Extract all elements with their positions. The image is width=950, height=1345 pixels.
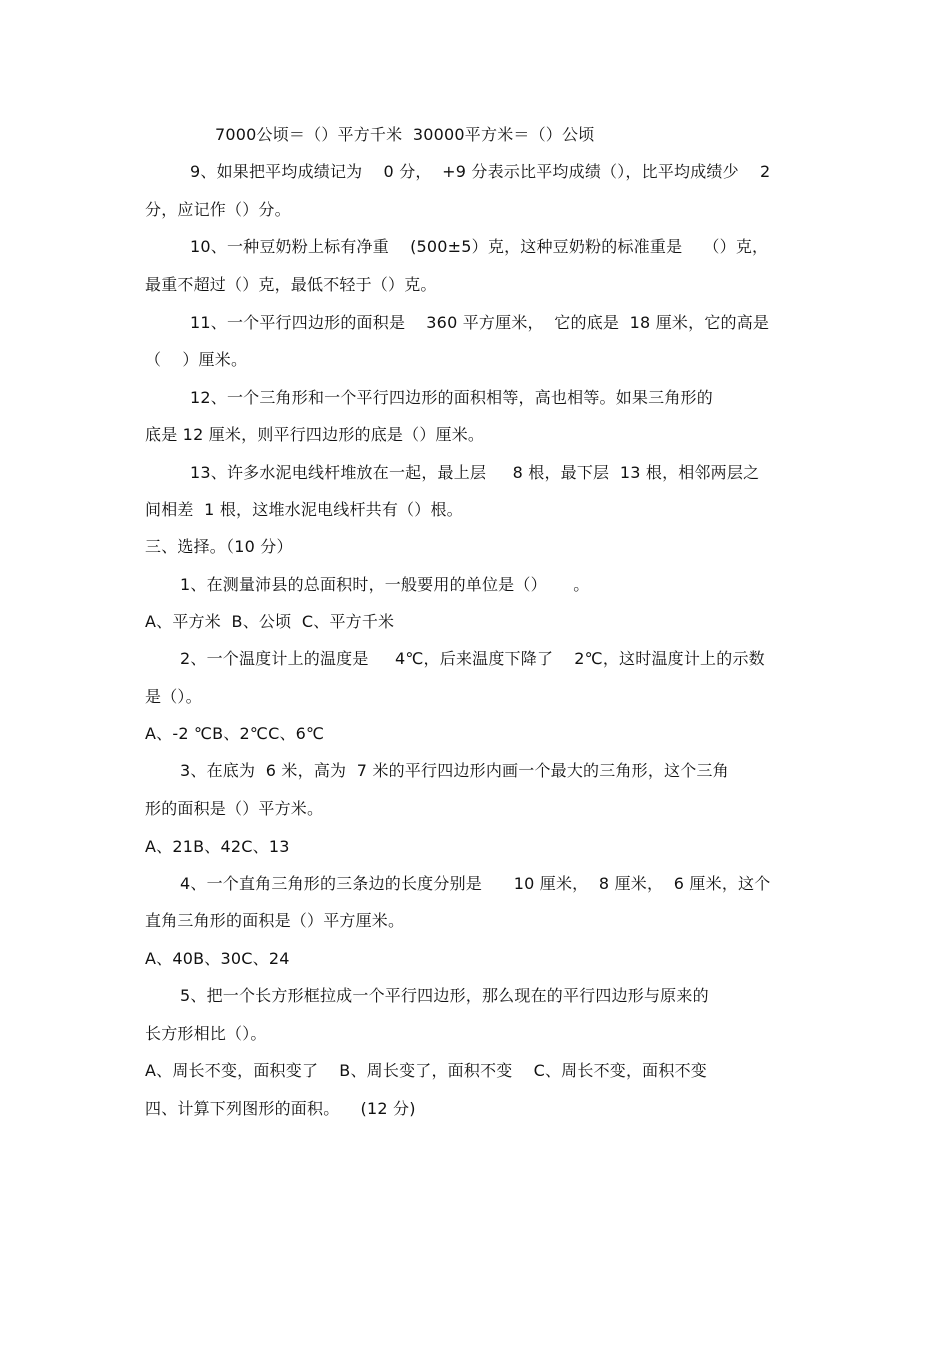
text-line-choice-3-options: A、21B、42C、13 [145, 837, 290, 856]
text-line-choice-2: 2、一个温度计上的温度是 4℃，后来温度下降了 2℃，这时温度计上的示数 [180, 649, 765, 668]
text-line-q11: 11、一个平行四边形的面积是 360 平方厘米， 它的底是 18 厘米，它的高是 [190, 313, 770, 332]
text-line-q11-cont: （ ）厘米。 [145, 350, 248, 369]
text-line-q12-cont: 底是 12 厘米，则平行四边形的底是（）厘米。 [145, 425, 485, 444]
text-line-q13-cont: 间相差 1 根，这堆水泥电线杆共有（）根。 [145, 500, 463, 519]
text-line-choice-1-options: A、平方米 B、公顷 C、平方千米 [145, 612, 395, 631]
text-line-choice-2-cont: 是（）。 [145, 687, 202, 706]
text-line-choice-5-options: A、周长不变，面积变了 B、周长变了，面积不变 C、周长不变，面积不变 [145, 1061, 707, 1080]
text-line-q13: 13、许多水泥电线杆堆放在一起，最上层 8 根，最下层 13 根，相邻两层之 [190, 463, 760, 482]
text-line-choice-4: 4、一个直角三角形的三条边的长度分别是 10 厘米， 8 厘米， 6 厘米，这个 [180, 874, 771, 893]
text-line-choice-4-options: A、40B、30C、24 [145, 949, 290, 968]
text-line-choice-2-options: A、-2 ℃B、2℃C、6℃ [145, 724, 325, 743]
text-line-area-conversion: 7000公顷＝（）平方千米 30000平方米＝（）公顷 [215, 125, 595, 144]
text-line-q10-cont: 最重不超过（）克，最低不轻于（）克。 [145, 275, 437, 294]
text-line-choice-5: 5、把一个长方形框拉成一个平行四边形，那么现在的平行四边形与原来的 [180, 986, 709, 1005]
text-line-q10: 10、一种豆奶粉上标有净重 (500±5）克，这种豆奶粉的标准重是 （）克， [190, 237, 769, 256]
text-line-choice-4-cont: 直角三角形的面积是（）平方厘米。 [145, 911, 405, 930]
text-line-choice-5-cont: 长方形相比（）。 [145, 1024, 267, 1043]
text-line-q12: 12、一个三角形和一个平行四边形的面积相等，高也相等。如果三角形的 [190, 388, 713, 407]
section-heading-choice: 三、选择。（10 分） [145, 537, 293, 556]
text-line-choice-1: 1、在测量沛县的总面积时，一般要用的单位是（） 。 [180, 575, 590, 594]
text-line-choice-3: 3、在底为 6 米，高为 7 米的平行四边形内画一个最大的三角形，这个三角 [180, 761, 729, 780]
text-line-q9-cont: 分，应记作（）分。 [145, 200, 291, 219]
text-line-choice-3-cont: 形的面积是（）平方米。 [145, 799, 324, 818]
section-heading-area-calc: 四、计算下列图形的面积。 (12 分) [145, 1099, 416, 1118]
text-line-q9: 9、如果把平均成绩记为 0 分， +9 分表示比平均成绩（），比平均成绩少 2 [190, 162, 771, 181]
